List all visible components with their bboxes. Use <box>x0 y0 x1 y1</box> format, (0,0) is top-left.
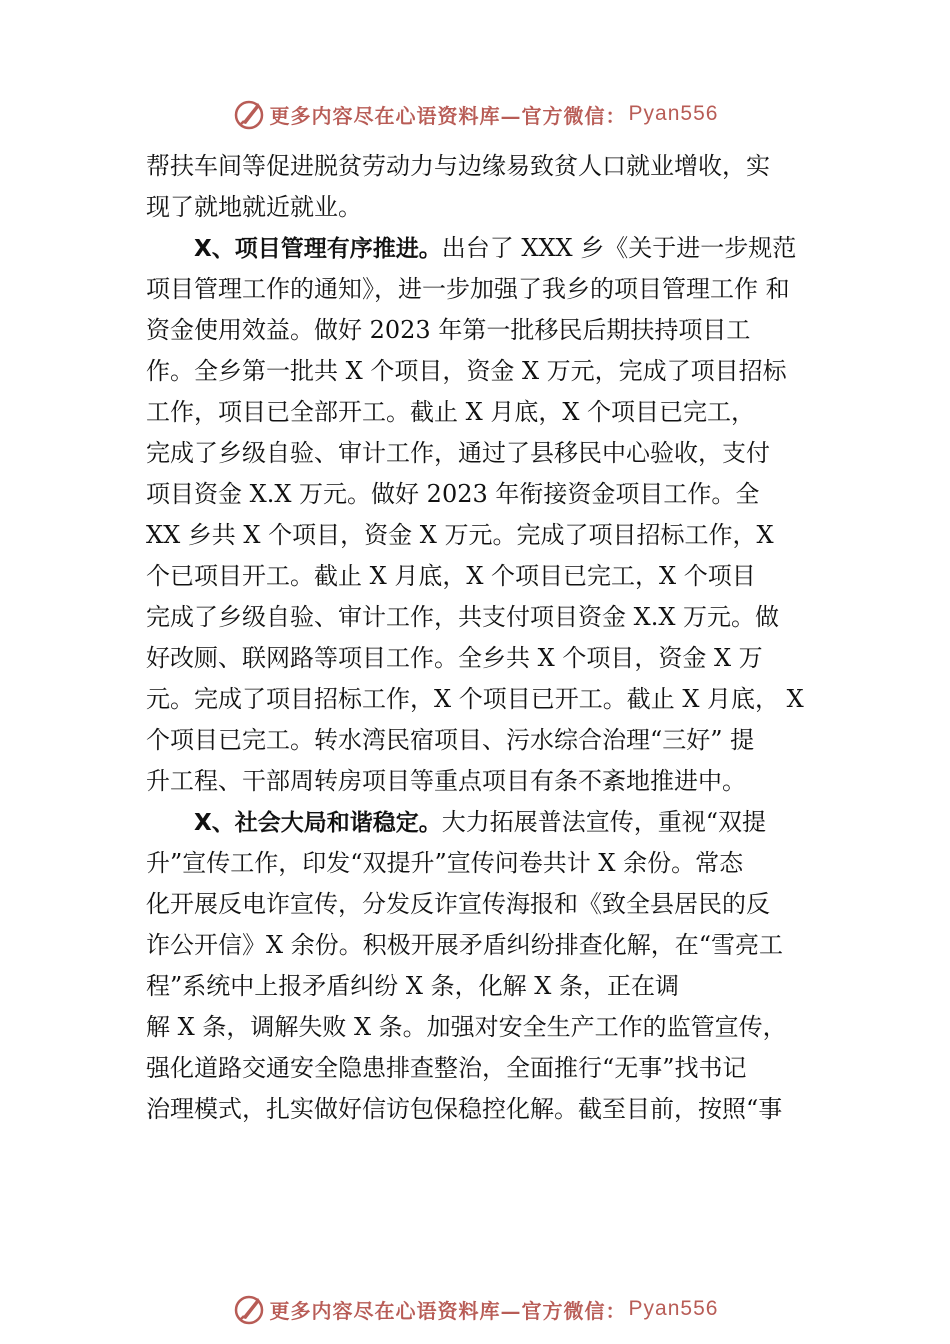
text-line: 项目管理工作的通知》，进一步加强了我乡的项目管理工作 和 <box>146 275 790 303</box>
section-heading: X、社会大局和谐稳定。 <box>194 810 442 836</box>
text-line: 程”系统中上报矛盾纠纷 X 条，化解 X 条，正在调 <box>146 972 679 1000</box>
text-line: 资金使用效益。做好 2023 年第一批移民后期扶持项目工 <box>146 316 751 344</box>
paragraph-social-stability <box>146 802 836 1130</box>
text-line: 治理模式，扎实做好信访包保稳控化解。截至目前，按照“事 <box>146 1095 783 1123</box>
text-line: 作。全乡第一批共 X 个项目，资金 X 万元，完成了项目招标 <box>146 357 787 385</box>
document-body <box>146 146 836 1130</box>
text-line: 元。完成了项目招标工作，X 个项目已开工。截止 X 月底， X <box>146 685 804 713</box>
watermark-header <box>0 94 950 134</box>
text-line: 升”宣传工作，印发“双提升”宣传问卷共计 X 余份。常态 <box>146 849 744 877</box>
text-line <box>146 802 836 843</box>
watermark-wechat-id: Pyan556 <box>628 102 719 125</box>
text-line: 现了就地就近就业。 <box>146 193 362 221</box>
quill-logo-icon <box>232 97 266 131</box>
text-line: 完成了乡级自验、审计工作，共支付项目资金 X.X 万元。做 <box>146 603 780 631</box>
text-line: 帮扶车间等促进脱贫劳动力与边缘易致贫人口就业增收，实 <box>146 152 770 180</box>
paragraph-employment <box>146 146 836 228</box>
watermark-brand-text: 更多内容尽在心语资料库—官方微信： <box>269 1298 627 1323</box>
text-line: 个项目已完工。转水湾民宿项目、污水综合治理“三好” 提 <box>146 726 755 754</box>
text-line: 化开展反电诈宣传，分发反诈宣传海报和《致全县居民的反 <box>146 890 770 918</box>
paragraph-project-management <box>146 228 836 802</box>
text-line: 项目资金 X.X 万元。做好 2023 年衔接资金项目工作。全 <box>146 480 760 508</box>
text-run: 出台了 XXX 乡《关于进一步规范 <box>441 234 797 262</box>
watermark-wechat-id: Pyan556 <box>628 1297 719 1320</box>
watermark-footer <box>0 1289 950 1329</box>
text-line: 完成了乡级自验、审计工作，通过了县移民中心验收，支付 <box>146 439 770 467</box>
section-heading: X、项目管理有序推进。 <box>194 236 442 262</box>
text-line: 好改厕、联网路等项目工作。全乡共 X 个项目，资金 X 万 <box>146 644 763 672</box>
quill-logo-icon <box>232 1292 266 1326</box>
text-line: 诈公开信》X 余份。积极开展矛盾纠纷排查化解，在“雪亮工 <box>146 931 783 959</box>
text-line: XX 乡共 X 个项目，资金 X 万元。完成了项目招标工作，X <box>146 521 774 549</box>
watermark-brand-text: 更多内容尽在心语资料库—官方微信： <box>269 103 627 128</box>
text-line: 工作，项目已全部开工。截止 X 月底，X 个项目已完工， <box>146 398 756 426</box>
text-line: 解 X 条，调解失败 X 条。加强对安全生产工作的监管宣传， <box>146 1013 787 1041</box>
text-line: 个已项目开工。截止 X 月底，X 个项目已完工，X 个项目 <box>146 562 756 590</box>
text-run: 大力拓展普法宣传，重视“双提 <box>441 808 767 836</box>
text-line <box>146 228 836 269</box>
text-line: 强化道路交通安全隐患排查整治，全面推行“无事”找书记 <box>146 1054 747 1082</box>
text-line: 升工程、干部周转房项目等重点项目有条不紊地推进中。 <box>146 767 746 795</box>
